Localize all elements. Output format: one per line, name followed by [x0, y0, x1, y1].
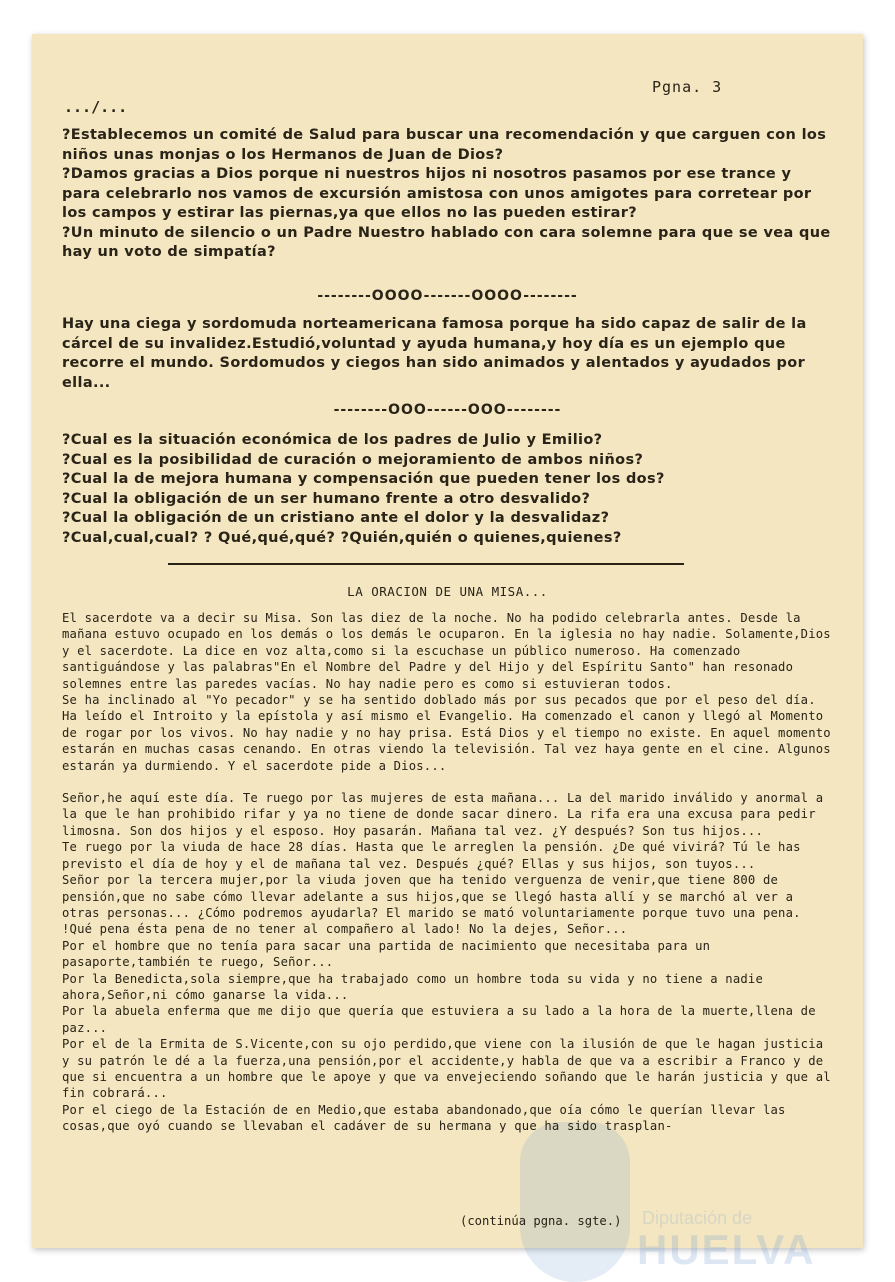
continuation-marker: .../... [64, 98, 128, 116]
page-number: Pgna. 3 [652, 78, 723, 96]
paragraph-ciega [62, 315, 832, 393]
question: ?Cual la obligación de un cristiano ante el dolor y la desvalidaz? [62, 510, 610, 526]
question: ?Establecemos un comité de Salud para buscar una recomendación y que carguen con los niños unas monjas o los Hermanos de Juan de Dios? [62, 127, 827, 163]
question: ?Un minuto de silencio o un Padre Nuestro hablado con cara solemne para que se vea que hay un voto de simpatía? [62, 224, 831, 260]
separator: --------OOOO-------OOOO-------- [317, 288, 578, 304]
paragraph: Por el ciego de la Estación de en Medio,que estaba abandonado,que oía cómo le querían llevar las cosas,que oyó cuando se llevaban el cadáver de su hermana y que ha sido trasplan- [62, 1102, 786, 1134]
watermark-small: Diputación de [642, 1208, 753, 1228]
paragraph: Señor,he aquí este día. Te ruego por las mujeres de esta mañana... La del marido inválido y anormal a la que le han prohibido rifar y ya no tiene de donde sacar dinero. La rifa era una excusa para pedir limosna. Son dos hijos y el esposo. Hoy pasarán. Mañana tal vez. ¿Y después? Son tus hijos... [62, 791, 824, 838]
paragraph: Por el hombre que no tenía para sacar una partida de nacimiento que necesitaba para un pasaporte,también te ruego, Señor... [62, 938, 711, 970]
horizontal-rule [168, 563, 684, 565]
paragraph: Señor por la tercera mujer,por la viuda joven que ha tenido verguenza de venir,que tiene 800 de pensión,que no sabe cómo llevar adelante a sus hijos,que se llegó hasta allí y se marchó al ver a otras personas... ¿Cómo podremos ayudarla? El marido se mató voluntariamente porque tuvo una pena. !Qué pena ésta pena de no tener al compañero al lado! No la dejes, Señor... [62, 873, 801, 937]
question: ?Cual es la posibilidad de curación o mejoramiento de ambos niños? [62, 451, 644, 468]
archive-stamp-icon [520, 1122, 630, 1282]
question: ?Cual la obligación de un ser humano frente a otro desvalido? [62, 490, 591, 507]
paragraph: Te ruego por la viuda de hace 28 días. Hasta que le arreglen la pensión. ¿De qué vivirá? Tú le has previsto el día de hoy y el de mañana tal vez. Después ¿qué? Ellas y sus hijos, son tuyos... [62, 840, 801, 871]
paragraph: El sacerdote va a decir su Misa. Son las diez de la noche. No ha podido celebrarla antes. Desde la mañana estuvo ocupado en los demás o los demás le ocuparon. En la iglesia no hay nadie. Solamente,Dios y el sacerdote. La dice en voz alta,como si la escuchase un público numeroso. Ha comenzado santiguándose y las palabras"En el Nombre del Padre y del Hijo y del Espíritu Santo" han resonado solemnes entre las paredes vacías. No hay nadie pero es como si estuvieran todos. [62, 611, 831, 691]
continuation-note: (continúa pgna. sgte.) [460, 1214, 622, 1228]
question: ?Damos gracias a Dios porque ni nuestros hijos ni nosotros pasamos por ese trance y para celebrarlo nos vamos de excursión amistosa con unos amigotes para corretear por los campos y estirar las piernas,ya que ellos no las pueden estirar? [62, 166, 812, 221]
question: ?Cual,cual,cual? ? Qué,qué,qué? ?Quién,quién o quienes,quienes? [62, 529, 622, 546]
paragraph: Hay una ciega y sordomuda norteamericana famosa porque ha sido capaz de salir de la cárcel de su invalidez.Estudió,voluntad y ayuda humana,y hoy día es un ejemplo que recorre el mundo. Sordomudos y ciegos han sido animados y alentados y ayudados por ella... [62, 316, 807, 391]
misa-text [62, 610, 837, 1135]
separator: --------OOO------OOO-------- [333, 402, 562, 418]
paragraph: Por la Benedicta,sola siempre,que ha trabajado como un hombre toda su vida y no tiene a nadie ahora,Señor,ni cómo ganarse la vida... [62, 971, 763, 1002]
question: ?Cual la de mejora humana y compensación que pueden tener los dos? [62, 471, 665, 487]
paragraph: Por la abuela enferma que me dijo que quería que estuviera a su lado a la hora de la muerte,llena de paz... [62, 1004, 816, 1035]
paragraph: Por el de la Ermita de S.Vicente,con su ojo perdido,que viene con la ilusión de que le hagan justicia y su patrón le dé a la fuerza,una pensión,por el accidente,y habla de que va a escribir a Franco y de que si encuentra a un hombre que le apoye y que va envejeciendo soñando que le harán justicia y que al fin cobrará... [62, 1037, 831, 1101]
questions-block-1 [62, 126, 832, 263]
questions-block-2 [62, 431, 832, 548]
paragraph: Se ha inclinado al "Yo pecador" y se ha sentido doblado más por sus pecados que por el peso del día. Ha leído el Introito y la epístola y así mismo el Evangelio. Ha comenzado el canon y llegó al Momento de rogar por los vivos. No hay nadie y no hay prisa. Está Dios y el tiempo no existe. En aquel momento estarán en muchas casas cenando. En otras viendo la televisión. Tal vez haya gente en el cine. Algunos estarán ya durmiendo. Y el sacerdote pide a Dios... [62, 693, 831, 773]
watermark: HUELVA [637, 1226, 816, 1273]
question: ?Cual es la situación económica de los padres de Julio y Emilio? [62, 432, 603, 448]
section-title: LA ORACION DE UNA MISA... [347, 584, 548, 599]
document-page [32, 34, 863, 1273]
